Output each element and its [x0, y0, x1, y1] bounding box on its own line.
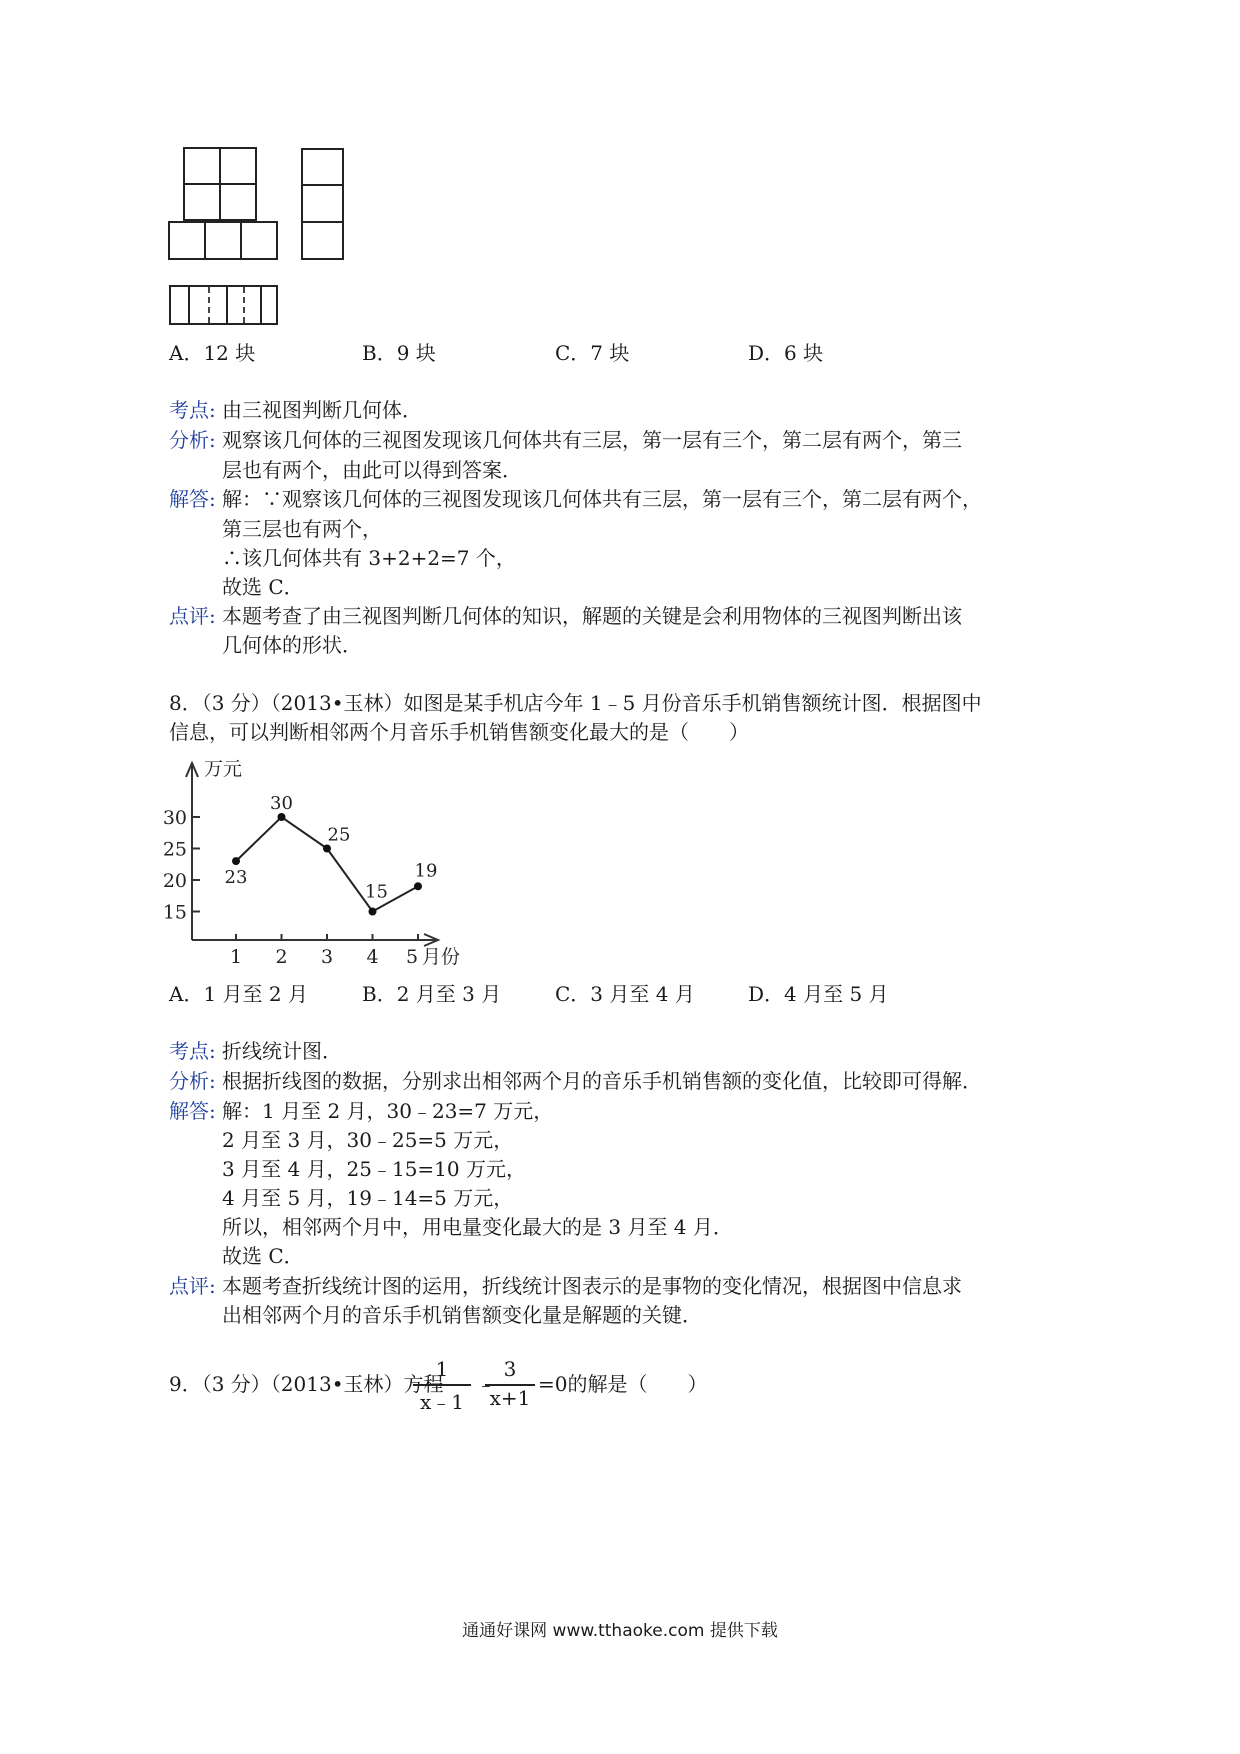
data-label: 19 — [414, 860, 438, 882]
y-axis-label: 万元 — [204, 758, 243, 780]
front-view-cell — [219, 147, 257, 185]
x-tick-label: 2 — [275, 946, 288, 968]
q7-option-d: D．6 块 — [748, 341, 824, 365]
q8-jieda-line: 4 月至 5 月，19﹣14=5 万元， — [222, 1186, 514, 1210]
data-label: 15 — [365, 881, 388, 903]
front-view-cell — [168, 221, 206, 260]
front-view-cell — [219, 183, 257, 221]
q7-kaodian-text: 由三视图判断几何体． — [222, 398, 422, 422]
q7-option-a: A．12 块 — [169, 341, 256, 365]
y-tick-label: 15 — [162, 901, 187, 924]
q8-jieda-line: 故选 C． — [222, 1244, 304, 1268]
q9-frac2-denominator: x+1 — [489, 1386, 531, 1410]
x-tick-label: 3 — [320, 946, 334, 968]
q8-fenxi-line: 根据折线图的数据，分别求出相邻两个月的音乐手机销售额的变化值，比较即可得解． — [222, 1069, 982, 1093]
q8-jieda-line: 3 月至 4 月，25﹣15=10 万元， — [222, 1157, 526, 1181]
q7-jieda-line: ∴该几何体共有 3+2+2=7 个， — [222, 546, 516, 570]
q8-jieda-label: 解答: — [169, 1099, 216, 1123]
data-label: 23 — [224, 867, 248, 889]
data-point — [278, 813, 286, 821]
q8-jieda-line: 2 月至 3 月，30﹣25=5 万元， — [222, 1128, 514, 1152]
y-tick-label: 30 — [162, 807, 187, 829]
data-point — [369, 908, 377, 916]
q7-kaodian-label: 考点: — [169, 398, 216, 422]
q7-dianping-label: 点评: — [169, 604, 216, 628]
data-point — [323, 845, 331, 853]
q8-option-b: B．2 月至 3 月 — [362, 982, 502, 1006]
x-tick-label: 4 — [366, 946, 379, 968]
y-tick-label: 25 — [162, 838, 187, 861]
data-label: 30 — [270, 793, 293, 814]
q7-jieda-line: 第三层也有两个， — [222, 517, 382, 541]
data-point — [414, 882, 422, 890]
side-view-cell — [301, 184, 344, 223]
q9-suffix: =0的解是（ ） — [538, 1372, 708, 1396]
line-chart — [160, 755, 480, 975]
q7-fenxi-line: 观察该几何体的三视图发现该几何体共有三层，第一层有三个，第二层有两个，第三 — [222, 428, 962, 452]
top-view-divider — [260, 285, 264, 325]
x-tick-label: 5 — [405, 946, 419, 968]
q7-jieda-line: 故选 C． — [222, 575, 304, 599]
q8-option-d: D．4 月至 5 月 — [748, 982, 889, 1006]
q8-dianping-line: 本题考查折线统计图的运用，折线统计图表示的是事物的变化情况，根据图中信息求 — [222, 1274, 962, 1298]
q7-option-c: C．7 块 — [555, 341, 630, 365]
data-label: 25 — [327, 824, 351, 846]
side-view-cell — [301, 221, 344, 260]
top-view-dashed-line — [243, 287, 245, 323]
y-tick-label: 20 — [162, 870, 187, 892]
q8-option-a: A．1 月至 2 月 — [169, 982, 308, 1006]
q8-dianping-line: 出相邻两个月的音乐手机销售额变化量是解题的关键． — [222, 1303, 702, 1327]
q9-minus: ﹣ — [476, 1372, 496, 1396]
q9-frac2-numerator: 3 — [503, 1357, 517, 1381]
q8-jieda-line: 所以，相邻两个月中，用电量变化最大的是 3 月至 4 月． — [222, 1215, 733, 1239]
q8-stem-line: 8．（3 分）（2013•玉林）如图是某手机店今年 1﹣5 月份音乐手机销售额统计图．根据图中 — [169, 691, 982, 715]
data-point — [232, 857, 240, 865]
q7-dianping-line: 本题考查了由三视图判断几何体的知识，解题的关键是会利用物体的三视图判断出该 — [222, 604, 962, 628]
q7-dianping-line: 几何体的形状． — [222, 633, 362, 657]
q7-jieda-label: 解答: — [169, 487, 216, 511]
top-view-dashed-line — [208, 287, 210, 323]
q8-stem-line: 信息，可以判断相邻两个月音乐手机销售额变化最大的是（ ） — [169, 720, 749, 744]
front-view-cell — [240, 221, 278, 260]
q7-option-b: B．9 块 — [362, 341, 436, 365]
q8-jieda-line: 解：1 月至 2 月，30﹣23=7 万元， — [222, 1099, 554, 1123]
q7-fenxi-line: 层也有两个，由此可以得到答案． — [222, 458, 522, 482]
q8-kaodian-label: 考点: — [169, 1039, 216, 1063]
q8-dianping-label: 点评: — [169, 1274, 216, 1298]
x-tick-label: 1 — [229, 946, 243, 968]
front-view-cell — [183, 147, 221, 185]
q8-fenxi-label: 分析: — [169, 1069, 216, 1093]
q9-prefix: 9．（3 分）（2013•玉林）方程 — [169, 1372, 444, 1396]
top-view-divider — [226, 285, 230, 325]
q8-kaodian-text: 折线统计图． — [222, 1039, 342, 1063]
front-view-cell — [183, 183, 221, 221]
q8-option-c: C．3 月至 4 月 — [555, 982, 695, 1006]
q7-fenxi-label: 分析: — [169, 428, 216, 452]
side-view-cell — [301, 148, 344, 186]
q9-frac1-numerator: 1 — [435, 1357, 449, 1381]
x-axis-label: 月份 — [422, 946, 461, 968]
q9-frac1-denominator: x﹣1 — [419, 1390, 464, 1414]
top-view-divider — [188, 285, 192, 325]
front-view-cell — [204, 221, 242, 260]
q7-jieda-line: 解：∵观察该几何体的三视图发现该几何体共有三层，第一层有三个，第二层有两个， — [222, 487, 982, 511]
page-footer: 通通好课网 www.tthaoke.com 提供下载 — [462, 1621, 778, 1641]
